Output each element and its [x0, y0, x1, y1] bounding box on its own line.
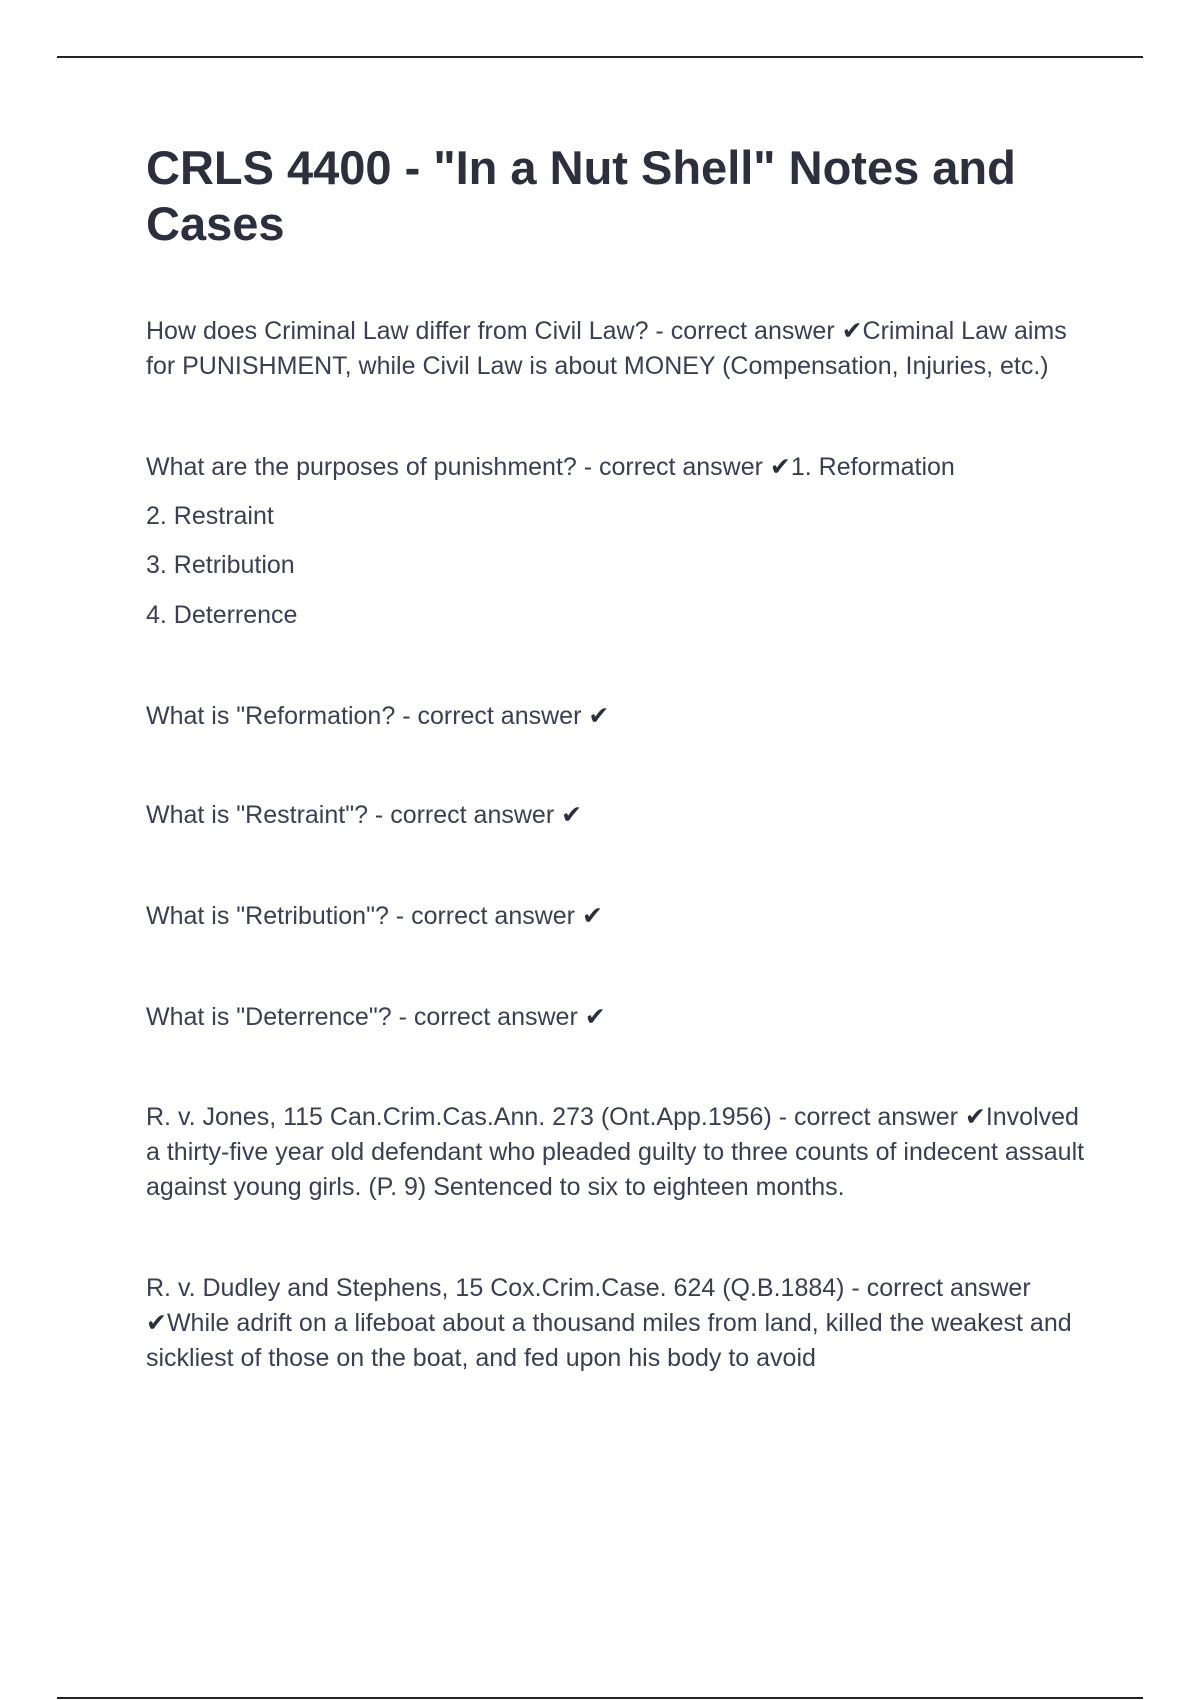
- bottom-rule: [57, 1697, 1143, 1699]
- question-text: What are the purposes of punishment? - correct answer: [146, 453, 770, 481]
- list-item: 2. Restraint: [146, 502, 274, 530]
- qa-entry: [146, 1271, 1086, 1376]
- list-item: 4. Deterrence: [146, 601, 298, 629]
- list-item: 3. Retribution: [146, 551, 295, 579]
- qa-entry: [146, 699, 1086, 734]
- check-icon: ✔: [561, 801, 583, 829]
- check-icon: ✔: [581, 902, 603, 930]
- top-rule: [57, 56, 1143, 58]
- answer-text: Criminal Law aims for PUNISHMENT, while Civil Law is about MONEY (Compensation, Injuries, etc.): [146, 317, 1067, 380]
- qa-entry: [146, 1000, 1086, 1035]
- answer-text: Involved a thirty-five year old defendant who pleaded guilty to three counts of indecent assault against young girls. (P. 9) Sentenced to six to eighteen months.: [146, 1103, 1085, 1201]
- document-title: CRLS 4400 - "In a Nut Shell" Notes and Cases: [146, 141, 1016, 250]
- check-icon: ✔: [584, 1003, 606, 1031]
- check-icon: ✔: [769, 453, 791, 481]
- question-text: R. v. Jones, 115 Can.Crim.Cas.Ann. 273 (Ont.App.1956) - correct answer: [146, 1103, 965, 1131]
- question-text: What is "Restraint"? - correct answer: [146, 801, 562, 829]
- question-text: What is "Retribution"? - correct answer: [146, 902, 582, 930]
- question-text: What is "Deterrence"? - correct answer: [146, 1003, 585, 1031]
- answer-text: While adrift on a lifeboat about a thousand miles from land, killed the weakest and sickliest of those on the boat, and fed upon his body to avoid: [146, 1309, 1072, 1372]
- question-text: How does Criminal Law differ from Civil Law? - correct answer: [146, 317, 842, 345]
- question-text: R. v. Dudley and Stephens, 15 Cox.Crim.Case. 624 (Q.B.1884) - correct answer: [146, 1274, 1031, 1302]
- qa-entry: [146, 899, 1086, 934]
- check-icon: ✔: [964, 1103, 986, 1131]
- document-body: [146, 140, 1086, 1376]
- question-text: What is "Reformation? - correct answer: [146, 702, 589, 730]
- answer-text: 1. Reformation: [790, 453, 955, 481]
- qa-entry: [146, 798, 1086, 833]
- check-icon: ✔: [588, 702, 610, 730]
- qa-entry: [146, 450, 1086, 485]
- qa-entry: [146, 314, 1086, 384]
- check-icon: ✔: [841, 317, 863, 345]
- qa-entry: [146, 1100, 1086, 1205]
- check-icon: ✔: [146, 1309, 167, 1337]
